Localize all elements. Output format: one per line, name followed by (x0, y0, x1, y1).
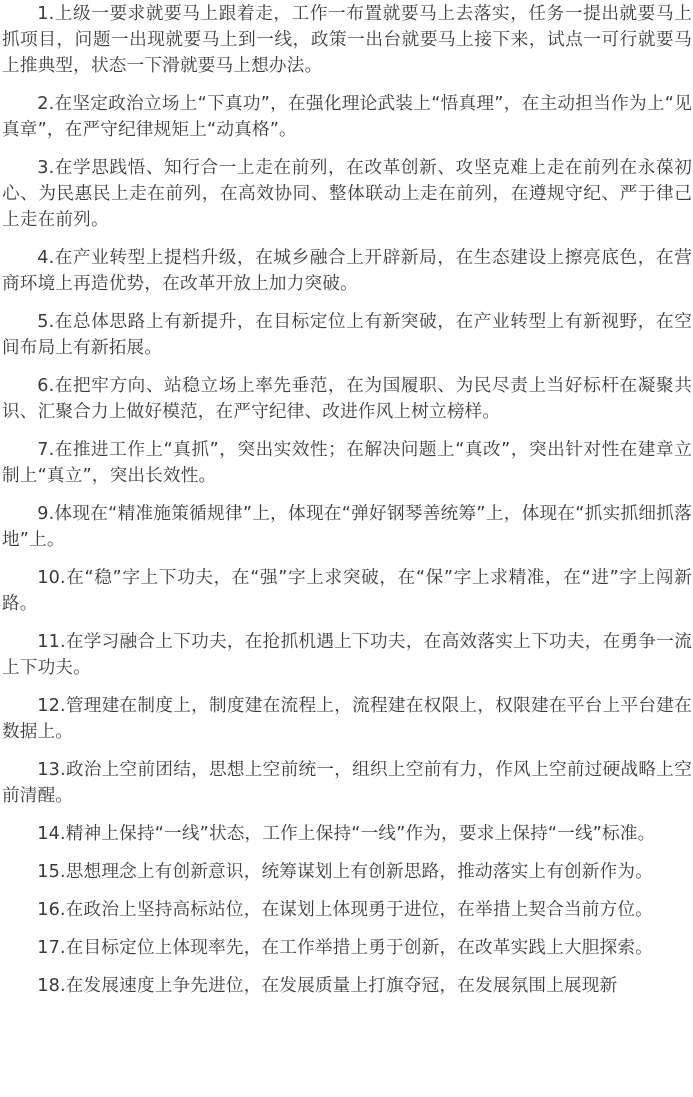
paragraph-11: 11.在学习融合上下功夫，在抢抓机遇上下功夫，在高效落实上下功夫，在勇争一流上下功夫。 (2, 632, 692, 678)
paragraph-15: 15.思想理念上有创新意识，统筹谋划上有创新思路，推动落实上有创新作为。 (37, 862, 653, 882)
paragraph-5: 5.在总体思路上有新提升，在目标定位上有新突破，在产业转型上有新视野，在空间布局上有新拓展。 (2, 312, 692, 358)
paragraph-17: 17.在目标定位上体现率先，在工作举措上勇于创新，在改革实践上大胆探索。 (37, 938, 653, 958)
paragraph-9: 9.体现在“精准施策循规律”上，体现在“弹好钢琴善统筹”上，体现在“抓实抓细抓落地”上。 (2, 504, 692, 550)
paragraph-1: 1.上级一要求就要马上跟着走，工作一布置就要马上去落实，任务一提出就要马上抓项目，问题一出现就要马上到一线，政策一出台就要马上接下来，试点一可行就要马上推典型，状态一下滑就要马上想办法。 (2, 4, 692, 76)
paragraph-18: 18.在发展速度上争先进位，在发展质量上打旗夺冠，在发展氛围上展现新 (37, 976, 618, 996)
paragraph-3: 3.在学思践悟、知行合一上走在前列，在改革创新、攻坚克难上走在前列在永葆初心、为民惠民上走在前列，在高效协同、整体联动上走在前列，在遵规守纪、严于律己上走在前列。 (2, 158, 692, 230)
paragraph-6: 6.在把牢方向、站稳立场上率先垂范，在为国履职、为民尽责上当好标杆在凝聚共识、汇聚合力上做好模范，在严守纪律、改进作风上树立榜样。 (2, 376, 692, 422)
paragraph-16: 16.在政治上坚持高标站位，在谋划上体现勇于进位，在举措上契合当前方位。 (37, 900, 653, 920)
paragraph-13: 13.政治上空前团结，思想上空前统一，组织上空前有力，作风上空前过硬战略上空前清醒。 (2, 760, 692, 806)
paragraph-10: 10.在“稳”字上下功夫，在“强”字上求突破，在“保”字上求精准，在“进”字上闯新路。 (2, 568, 692, 614)
paragraph-7: 7.在推进工作上“真抓”，突出实效性；在解决问题上“真改”，突出针对性在建章立制上“真立”，突出长效性。 (2, 440, 692, 486)
paragraph-12: 12.管理建在制度上，制度建在流程上，流程建在权限上，权限建在平台上平台建在数据上。 (2, 696, 692, 742)
paragraph-2: 2.在坚定政治立场上“下真功”，在强化理论武装上“悟真理”，在主动担当作为上“见真章”，在严守纪律规矩上“动真格”。 (2, 94, 692, 140)
paragraph-14: 14.精神上保持“一线”状态，工作上保持“一线”作为，要求上保持“一线”标准。 (37, 824, 656, 844)
paragraph-4: 4.在产业转型上提档升级，在城乡融合上开辟新局，在生态建设上擦亮底色，在营商环境上再造优势，在改革开放上加力突破。 (2, 248, 692, 294)
